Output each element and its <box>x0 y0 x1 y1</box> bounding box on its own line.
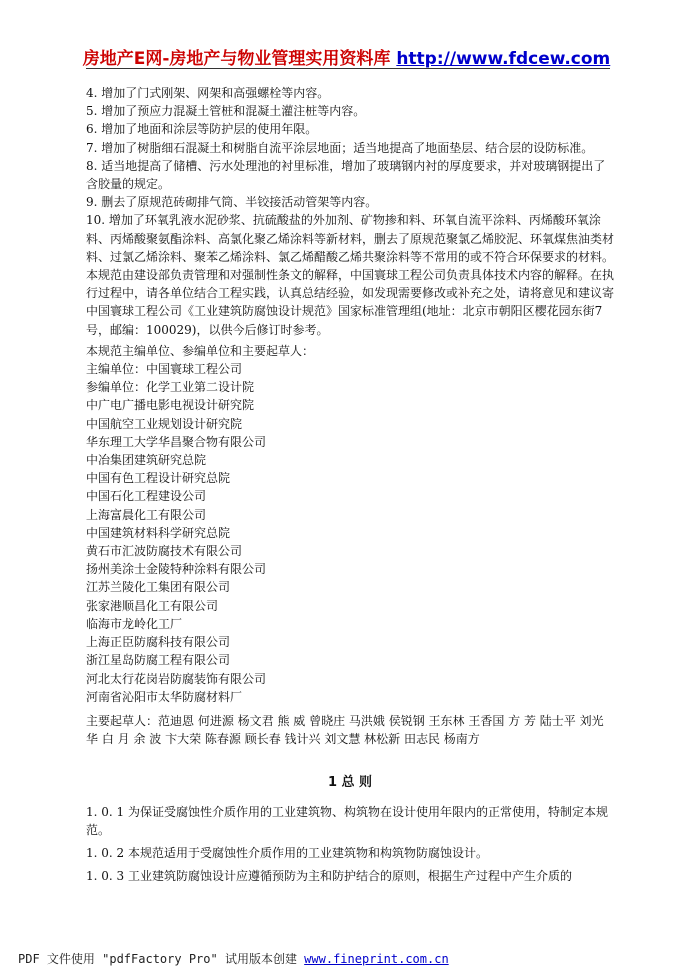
unit-item: 中冶集团建筑研究总院 <box>86 453 207 468</box>
unit-item: 中国建筑材料科学研究总院 <box>86 525 231 540</box>
banner-title: 网-房地产与物业管理实用资料库 <box>145 49 391 69</box>
pdf-footer <box>18 950 449 967</box>
unit-item: 华东理工大学华昌聚合物有限公司 <box>86 434 267 449</box>
unit-item: 浙江星岛防腐工程有限公司 <box>86 653 231 668</box>
management-paragraph: 本规范由建设部负责管理和对强制性条文的解释，中国寰球工程公司负责具体技术内容的解释。在执行过程中，请各单位结合工程实践，认真总结经验，如发现需要修改或补充之处，请将意见和建议寄中国寰球工程公司《工业建筑防腐蚀设计规范》国家标准管理组(地址：北京市朝阳区樱花园东街7号，邮编：100029)，以供今后修订时参考。 <box>86 268 615 337</box>
list-item: 9. 删去了原规范砖砌排气筒、半铰接活动管架等内容。 <box>86 195 378 210</box>
footer-text: PDF 文件使用 "pdfFactory Pro" 试用版本创建 <box>18 952 305 966</box>
unit-item: 上海正臣防腐科技有限公司 <box>86 635 231 650</box>
unit-item: 中广电广播电影电视设计研究院 <box>86 398 255 413</box>
unit-item: 黄石市汇波防腐技术有限公司 <box>86 544 243 559</box>
list-item: 10. 增加了环氧乳液水泥砂浆、抗硫酸盐的外加剂、矿物掺和料、环氧自流平涂料、丙烯酸环氧涂料、丙烯酸聚氨酯涂料、高氯化聚乙烯涂料等新材料，删去了原规范聚氯乙烯胶泥、环氧煤焦油类材料、过氯乙烯涂料、聚苯乙烯涂料、氯乙烯醋酸乙烯共聚涂料等不常用的或不符合环保要求的材料。 <box>86 213 615 264</box>
clause-paragraph: 1. 0. 1 为保证受腐蚀性介质作用的工业建筑物、构筑物在设计使用年限内的正常使用，特制定本规范。 <box>86 804 608 837</box>
unit-item: 张家港顺昌化工有限公司 <box>86 598 219 613</box>
drafters-paragraph: 主要起草人：范迪恩 何进源 杨文君 熊 威 曾晓庄 马洪娥 侯锐钢 王东林 王香国 方 芳 陆士平 刘光华 白 月 余 波 卞大荣 陈春源 顾长春 钱计兴 刘文慧 林松新 田志民 杨南方 <box>86 713 604 747</box>
unit-item: 河南省沁阳市太华防腐材料厂 <box>86 689 243 704</box>
unit-item: 中国有色工程设计研究总院 <box>86 471 231 486</box>
units-intro: 本规范主编单位、参编单位和主要起草人： <box>86 343 315 358</box>
document-body <box>86 84 614 890</box>
unit-item: 江苏兰陵化工集团有限公司 <box>86 580 231 595</box>
list-item: 6. 增加了地面和涂层等防护层的使用年限。 <box>86 122 318 137</box>
list-item: 8. 适当地提高了储槽、污水处理池的衬里标准，增加了玻璃钢内衬的厚度要求，并对玻璃钢提出了含胶量的规定。 <box>86 158 606 192</box>
unit-item: 扬州美涂士金陵特种涂料有限公司 <box>86 562 267 577</box>
unit-item: 中国航空工业规划设计研究院 <box>86 416 243 431</box>
chief-unit: 主编单位：中国寰球工程公司 <box>86 362 243 377</box>
unit-item: 中国石化工程建设公司 <box>86 489 207 504</box>
unit-item: 参编单位：化学工业第二设计院 <box>86 380 255 395</box>
list-item: 5. 增加了预应力混凝土管桩和混凝土灌注桩等内容。 <box>86 104 366 119</box>
section-heading: 1 总 则 <box>327 775 373 791</box>
clause-paragraph: 1. 0. 3 工业建筑防腐蚀设计应遵循预防为主和防护结合的原则，根据生产过程中产生介质的 <box>86 869 572 884</box>
banner-e: E <box>133 49 146 69</box>
unit-item: 上海富晨化工有限公司 <box>86 507 207 522</box>
banner-prefix: 房地产 <box>82 49 134 69</box>
clause-paragraph: 1. 0. 2 本规范适用于受腐蚀性介质作用的工业建筑物和构筑物防腐蚀设计。 <box>86 845 488 860</box>
footer-link[interactable]: www.fineprint.com.cn <box>304 952 449 966</box>
banner-url-link[interactable]: http://www.fdcew.com <box>396 49 611 69</box>
site-banner <box>0 44 693 69</box>
list-item: 4. 增加了门式刚架、网架和高强螺栓等内容。 <box>86 86 330 100</box>
unit-item: 临海市龙岭化工厂 <box>86 616 183 631</box>
header-divider <box>86 68 610 69</box>
unit-item: 河北太行花岗岩防腐装饰有限公司 <box>86 671 267 686</box>
list-item: 7. 增加了树脂细石混凝土和树脂自流平涂层地面；适当地提高了地面垫层、结合层的设防标准。 <box>86 140 594 155</box>
participating-units-list <box>86 378 614 706</box>
